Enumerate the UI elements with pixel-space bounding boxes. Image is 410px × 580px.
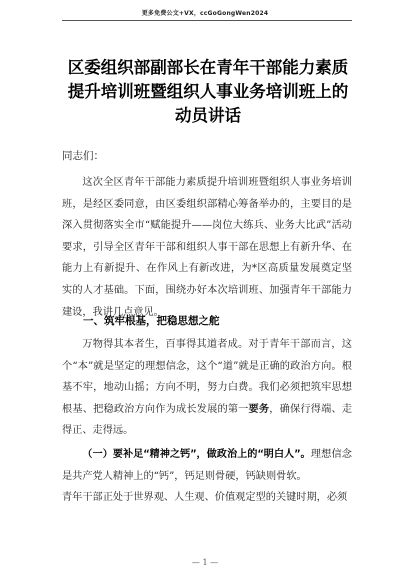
paragraph-text-end: ，确保行得端、走得正、走得远。 [62,403,353,437]
paragraph-text: 万物得其本者生，百事得其道者成。对于青年干部而言，这个“本”就是坚定的理想信念，这个“道”就是正确的政治方向。根基不牢，地动山摇；方向不明，努力白费。我们必须把筑牢思想根基、把稳政治方向作为成长发展的第一 [62,339,352,415]
emphasis-text: 要务 [248,402,270,415]
paragraph-continued: 青年干部正处于世界观、人生观、价值观定型的关键时期，必须 [62,492,348,503]
paragraph-intro: 这次全区青年干部能力素质提升培训班暨组织人事业务培训班，是经区委同意，由区委组织部精心筹备举办的，主要目的是深入贯彻落实全市“赋能提升——岗位大练兵、业务大比武”活动要求，引导全区青年干部和组织人事干部在思想上有新升华、在能力上有新提升、在作风上有新改进，为*区高质量发展奠定坚实的人才基础。下面，围绕办好本次培训班、加强青年干部能力建设，我讲几点意见。 [62,177,352,318]
document-title: 区委组织部副部长在青年干部能力素质提升培训班暨组织人事业务培训班上的动员讲话 [67,58,349,125]
paragraph-section-1 [62,334,352,442]
section-heading-1: 一、筑牢根基，把稳思想之舵 [83,315,220,327]
salutation: 同志们： [62,150,104,162]
promo-banner: 更多免费公文+VX，ccGoGongWen2024 [141,10,269,17]
subsection-text: 理想信念是共产党人精神上的“钙”，钙足则骨硬，钙缺则骨软。 [62,449,352,482]
subsection-heading-1: （一）要补足“精神之钙”，做政治上的“明白人”。 [82,449,311,460]
banner-divider [62,20,352,21]
page-number: — 1 — [191,558,219,567]
subsection-1 [62,444,352,487]
